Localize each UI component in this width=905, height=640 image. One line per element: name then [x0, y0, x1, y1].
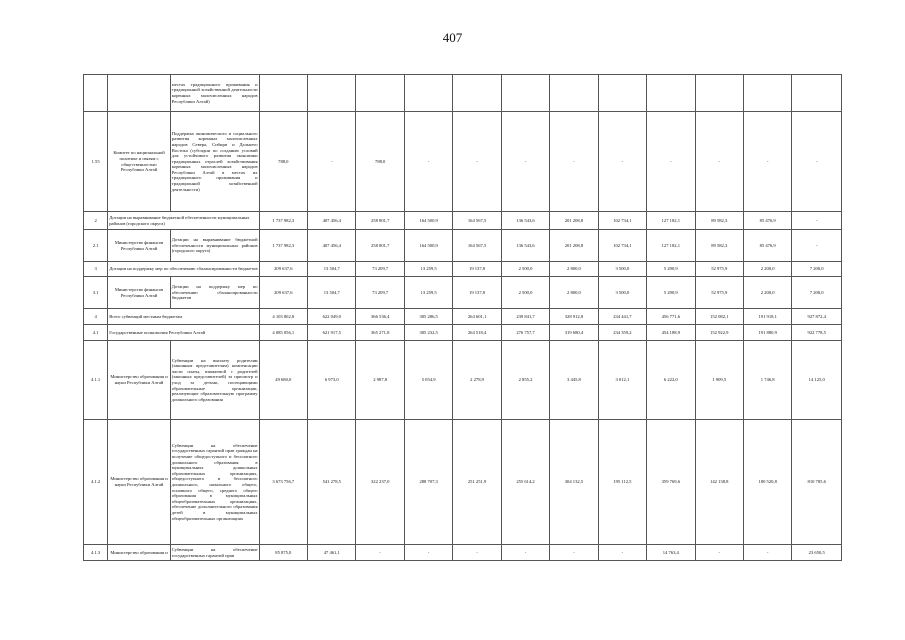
row-value: -	[695, 112, 743, 212]
row-number: 3	[84, 262, 108, 277]
row-value: 89 582,3	[695, 212, 743, 230]
row-value	[501, 75, 549, 112]
row-number: 4.1.2	[84, 420, 108, 545]
row-value: 456 771,6	[647, 309, 695, 325]
row-value: 195 112,5	[598, 420, 646, 545]
row-value: 922 778,5	[792, 325, 842, 341]
row-value: 152 082,1	[695, 309, 743, 325]
row-value: -	[308, 112, 356, 212]
row-value: 4 103 802,8	[259, 309, 307, 325]
row-value: 6 222,0	[647, 341, 695, 420]
row-value: 2 800,0	[550, 277, 598, 309]
row-value: -	[695, 545, 743, 561]
table-row	[84, 277, 842, 309]
row-value: -	[453, 545, 501, 561]
row-value: 102 734,1	[598, 230, 646, 262]
row-value	[550, 75, 598, 112]
row-executor: Министерство образования и науки Республики Алтай	[108, 420, 171, 545]
row-value: 407 456,4	[308, 212, 356, 230]
row-value: 365 271,8	[356, 325, 404, 341]
row-number: 2.1	[84, 230, 108, 262]
table-row	[84, 75, 842, 112]
row-value: 2 987,8	[356, 341, 404, 420]
row-value: -	[743, 112, 791, 212]
row-value: -	[647, 112, 695, 212]
row-value: 1 746,8	[743, 341, 791, 420]
row-value: 258 801,7	[356, 212, 404, 230]
row-name: местах традиционного проживания и традиционной хозяйственной деятельности коренных малочисленных народов Республики Алтай)	[170, 75, 259, 112]
row-value: 276 757,7	[501, 325, 549, 341]
row-number	[84, 75, 108, 112]
row-name: Дотации на поддержку мер по обеспечению сбалансированности бюджетов	[170, 277, 259, 309]
row-name: Поддержка экономического и социального развития коренных малочисленных народов Севера, Сибири и Дальнего Востока (субсидии по созданию условий для устойчивого развития экономики традиционных отраслей хозяйствования коренных малочисленных народов Республики Алтай в местах их традиционного проживания и традиционной хозяйственной деятельности)	[170, 112, 259, 212]
row-value: 6 973,0	[308, 341, 356, 420]
row-value: 2 855,2	[501, 341, 549, 420]
row-executor: Министерство финансов Республики Алтай	[108, 277, 171, 309]
row-value	[598, 75, 646, 112]
row-name: Дотации на выравнивание бюджетной обеспеченности муниципальных районов (городского округа)	[170, 230, 259, 262]
row-value	[404, 75, 452, 112]
row-value: 5 290,9	[647, 262, 695, 277]
row-value: 52 975,9	[695, 262, 743, 277]
row-executor: Министерство образования и науки Республики Алтай	[108, 341, 171, 420]
row-value: 2 500,0	[501, 262, 549, 277]
table-row	[84, 325, 842, 341]
row-value: 788,0	[259, 112, 307, 212]
row-value: 127 182,1	[647, 230, 695, 262]
row-name: Государственные полномочия Республики Алтай	[108, 325, 259, 341]
row-executor	[108, 75, 171, 112]
row-value	[647, 75, 695, 112]
table-row	[84, 212, 842, 230]
row-value	[743, 75, 791, 112]
row-value: 5 290,9	[647, 277, 695, 309]
row-name: Дотации на поддержку мер по обеспечению сбалансированности бюджетов	[108, 262, 259, 277]
row-number: 3.1	[84, 277, 108, 309]
row-value: -	[792, 112, 842, 212]
row-number: 4.1.1	[84, 341, 108, 420]
row-value: 2 200,0	[743, 262, 791, 277]
row-executor: Комитет по национальной политике и связям с общественностью Республики Алтай	[108, 112, 171, 212]
row-value: -	[404, 112, 452, 212]
row-value: 191 880,9	[743, 325, 791, 341]
row-value: 4 085 056,1	[259, 325, 307, 341]
row-value: 19 137,8	[453, 277, 501, 309]
row-value: 85 875,0	[259, 545, 307, 561]
row-value: 164 567,5	[453, 212, 501, 230]
row-value: 251 251,9	[453, 420, 501, 545]
table-row	[84, 341, 842, 420]
row-value: -	[550, 112, 598, 212]
table-row	[84, 309, 842, 325]
row-value: 13 259,5	[404, 277, 452, 309]
row-executor: Министерство образования и	[108, 545, 171, 561]
row-value: -	[550, 545, 598, 561]
row-value: 201 208,8	[550, 212, 598, 230]
row-value: 85 476,9	[743, 212, 791, 230]
row-name: Субвенции на обеспечение государственных гарантий прав граждан на получение общедоступного и бесплатного дошкольного образования в муниципальных дошкольных образовательных организациях, общедоступного и бесплатного дошкольного, начального общего, основного общего, среднего общего образования в муниципальных общеобразовательных организациях, обеспечение дополнительного образования детей в муниципальных общеобразовательных организациях	[170, 420, 259, 545]
row-value	[259, 75, 307, 112]
row-value: 102 734,1	[598, 212, 646, 230]
row-value: 541 278,5	[308, 420, 356, 545]
row-value: 927 872,4	[792, 309, 842, 325]
budget-table	[83, 74, 842, 561]
table-row	[84, 420, 842, 545]
row-name: Субвенции на обеспечение государственных гарантий прав	[170, 545, 259, 561]
row-value: 164 567,5	[453, 230, 501, 262]
row-value: -	[501, 545, 549, 561]
row-value: 73 209,7	[356, 277, 404, 309]
row-value: 164 500,9	[404, 212, 452, 230]
row-value: 621 917,5	[308, 325, 356, 341]
row-value: 319 680,4	[550, 325, 598, 341]
row-value: 7 200,0	[792, 262, 842, 277]
row-value: 7 200,0	[792, 277, 842, 309]
table-row	[84, 230, 842, 262]
row-value: -	[743, 545, 791, 561]
row-value: 255 614,2	[501, 420, 549, 545]
row-value: 142 138,8	[695, 420, 743, 545]
row-value: 152 922,9	[695, 325, 743, 341]
row-value: 52 975,9	[695, 277, 743, 309]
row-value: 191 918,1	[743, 309, 791, 325]
row-value: 359 769,6	[647, 420, 695, 545]
row-value: 258 801,7	[356, 230, 404, 262]
row-value: 19 137,8	[453, 262, 501, 277]
row-value: 14 125,0	[792, 341, 842, 420]
row-value: -	[501, 112, 549, 212]
table-row	[84, 262, 842, 277]
row-number: 2	[84, 212, 108, 230]
row-value: -	[792, 230, 842, 262]
row-value: 3 500,0	[598, 277, 646, 309]
row-value: 13 504,7	[308, 277, 356, 309]
row-value: 85 476,9	[743, 230, 791, 262]
row-value: 3 012,1	[598, 341, 646, 420]
row-value: 209 637,6	[259, 277, 307, 309]
row-value: 305 286,5	[404, 309, 452, 325]
row-value: 288 707,3	[404, 420, 452, 545]
page-number: 407	[442, 30, 463, 45]
row-number: 4	[84, 309, 108, 325]
row-value: 788,0	[356, 112, 404, 212]
row-value: 13 259,5	[404, 262, 452, 277]
row-value: 2 500,0	[501, 277, 549, 309]
row-executor: Министерство финансов Республики Алтай	[108, 230, 171, 262]
row-value: 3 445,8	[550, 341, 598, 420]
row-value: 136 543,6	[501, 212, 549, 230]
row-value: 5 054,9	[404, 341, 452, 420]
row-value: 810 785,6	[792, 420, 842, 545]
row-value: 2 800,0	[550, 262, 598, 277]
row-value	[792, 75, 842, 112]
row-value: 89 582,3	[695, 230, 743, 262]
row-value: 366 536,4	[356, 309, 404, 325]
row-value: 136 543,6	[501, 230, 549, 262]
row-value	[308, 75, 356, 112]
row-number: 4.1	[84, 325, 108, 341]
table-row	[84, 112, 842, 212]
row-value: 164 500,9	[404, 230, 452, 262]
row-value: 328 912,8	[550, 309, 598, 325]
table-row	[84, 545, 842, 561]
row-value	[356, 75, 404, 112]
row-name: Дотации на выравнивание бюджетной обеспеченности муниципальных районов (городского округа)	[108, 212, 259, 230]
row-value: 14 763,4	[647, 545, 695, 561]
row-value: 49 680,0	[259, 341, 307, 420]
row-value: 201 208,8	[550, 230, 598, 262]
row-value: 304 132,5	[550, 420, 598, 545]
row-value: 127 182,1	[647, 212, 695, 230]
row-value: 454 188,9	[647, 325, 695, 341]
row-value: -	[598, 545, 646, 561]
row-value: 180 520,8	[743, 420, 791, 545]
row-value: 264 601,1	[453, 309, 501, 325]
row-value: -	[453, 112, 501, 212]
row-value: 1 909,5	[695, 341, 743, 420]
row-value: 239 841,7	[501, 309, 549, 325]
row-value: 1 737 982,3	[259, 212, 307, 230]
row-value: 264 518,4	[453, 325, 501, 341]
row-value: -	[598, 112, 646, 212]
row-value: 13 504,7	[308, 262, 356, 277]
row-value: 3 673 756,7	[259, 420, 307, 545]
row-value: 305 232,5	[404, 325, 452, 341]
row-number: 4.1.3	[84, 545, 108, 561]
row-value: 2 278,9	[453, 341, 501, 420]
row-value: 322 237,0	[356, 420, 404, 545]
row-name: Субвенции на выплату родителям (законным представителям) компенсации части платы, взимаемой с родителей (законных представителей) за присмотр и уход за детьми, посещающими образовательные организации, реализующие образовательную программу дошкольного образования	[170, 341, 259, 420]
row-value: 622 049,0	[308, 309, 356, 325]
row-value: 23 650,5	[792, 545, 842, 561]
row-value: 47 461,1	[308, 545, 356, 561]
row-value: 2 200,0	[743, 277, 791, 309]
row-value: 3 500,0	[598, 262, 646, 277]
row-value: -	[792, 212, 842, 230]
row-value: 407 456,4	[308, 230, 356, 262]
row-value: 234 441,7	[598, 309, 646, 325]
row-number: 1.55	[84, 112, 108, 212]
row-value: -	[404, 545, 452, 561]
row-value: 1 737 982,3	[259, 230, 307, 262]
row-value: 209 637,6	[259, 262, 307, 277]
row-name: Всего субвенций местным бюджетам	[108, 309, 259, 325]
row-value: -	[356, 545, 404, 561]
row-value	[453, 75, 501, 112]
row-value: 73 209,7	[356, 262, 404, 277]
row-value: 234 359,2	[598, 325, 646, 341]
row-value	[695, 75, 743, 112]
